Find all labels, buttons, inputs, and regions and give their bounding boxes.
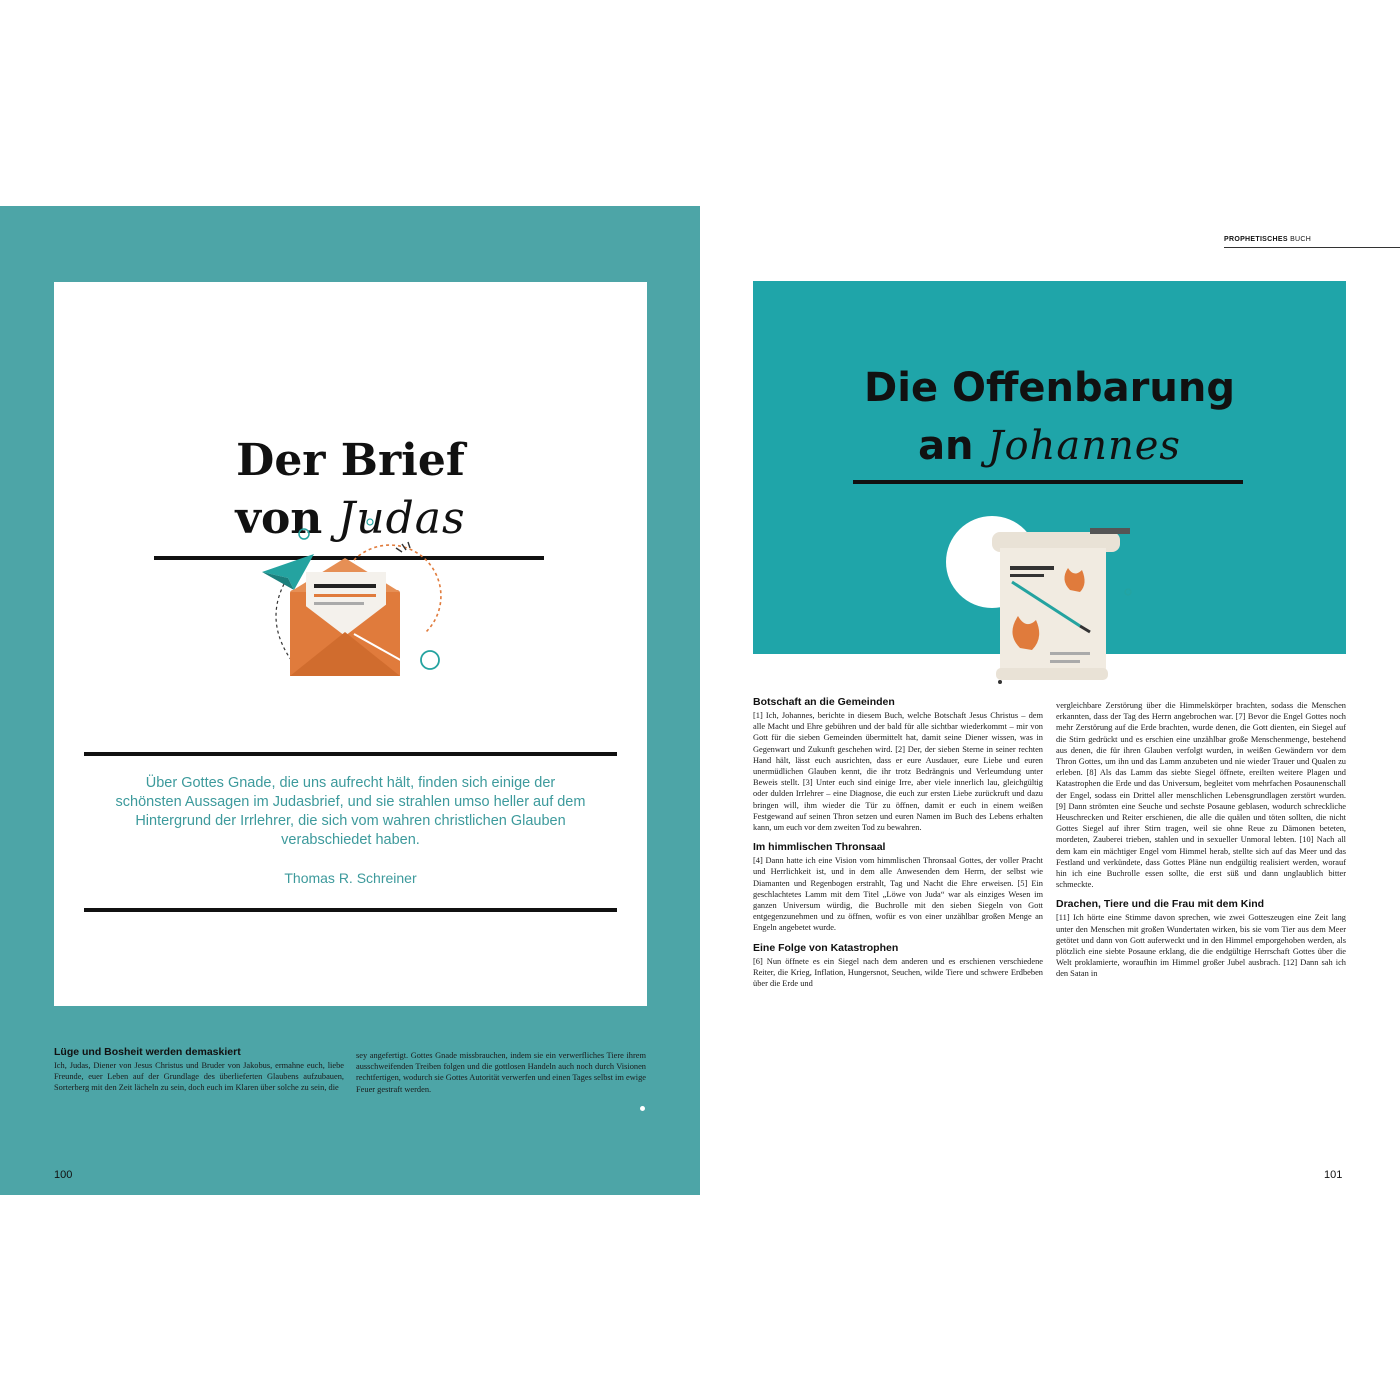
body-text: Ich, Judas, Diener von Jesus Christus und Bruder von Jakobus, ermahne euch, liebe Freunde, euer Leben auf der Grundlage des überlieferten Glaubens aufzubauen, Sorterberg mit den Zeit lächeln zu sein, doch euch im Klaren über solche zu sein, die [54,1061,344,1093]
right-column-2 [1056,700,1346,988]
title-card [54,282,647,1006]
section-heading: Botschaft an die Gemeinden [753,696,895,708]
quote-bottom-rule [84,908,617,912]
title-line2-script: Johannes [987,423,1181,469]
running-head-rule [1224,247,1400,248]
title-line1: Der Brief [236,435,465,486]
quote-text: Über Gottes Gnade, die uns aufrecht hält, finden sich einige der schönsten Aussagen im Judasbrief, und sie strahlen umso heller auf dem Hintergrund der Irrlehrer, die sich vom wahren christlichen Glauben verabschiedet haben. [115,775,586,848]
scroll-illustration-icon [940,502,1140,692]
body-text: sey angefertigt. Gottes Gnade missbrauchen, indem sie ein verwerfliches Tiere ihrem ausschweifenden Treiben folgen und die gottlosen Handeln auch noch durch Visionen rechtfertigen, wodurch sie Gottes Autorität verwerfen und einen Tages selbst im ewige Feuer gestraft werden. [356,1051,646,1094]
title-line2-plain: an [918,423,974,469]
section-text: [1] Ich, Johannes, berichte in diesem Buch, welche Botschaft Jesus Christus – dem alle Macht und Ehre gebühren und der bald für alle sichtbar wiederkommt – mir von Gott für die sieben Gemeinden übermittelt hat, damit seine Diener wissen, was in Gegenwart und Zukunft geschehen wird. [2] Der, der sieben Sterne in seiner rechten Hand hält, lässt euch ausrichten, dass er eure Ausdauer, eure Liebe und euren unermüdlichen Glauben kennt, die ihr trotz Bedrängnis und Verleumdung unter Beweis stellt. [3] Unter euch sind einige Irre, aber viele innerlich lau, gleichgültig oder dulden Irrlehrer – eine Diagnose, die euch zur ersten Liebe zurückruft und dazu bringen will, ihm wieder die Tür zu öffnen, damit er euch in einem weißen Festgewand auf seinen Thron setzen und euren Namen im Buch des Lebens erhalten kann, um euch vor dem zweiten Tod zu bewahren. [753,711,1043,833]
book-spread [0,206,1400,1195]
quote-author: Thomas R. Schreiner [284,870,417,886]
left-page [0,206,700,1195]
page-number-right: 101 [1324,1169,1343,1181]
running-head-regular: BUCH [1290,236,1312,243]
section-text: [11] Ich hörte eine Stimme davon sprechen, wie zwei Gotteszeugen eine Zeit lang unter den Menschen mit großen Wundertaten wirken, bis sie vom Tier aus dem Meer getötet und dann von Gott auferweckt und in den Himmel emporgehoben werden, als plötzlich eine siebte Posaune erklang, die die endgültige Herrschaft Gottes über die Welt proklamierte, woraufhin im Himmel großer Jubel ausbrach. [12] Dann sah ich den Satan in [1056,913,1346,979]
section-text: vergleichbare Zerstörung über die Himmelskörper brachten, sodass die Menschen erkannten, dass der Tag des Herrn angebrochen war. [7] Bevor die Engel Gottes noch mehr Zerstörung auf die Erde brachten, wurde denen, die Gott dienten, ein Siegel auf die Stirn gedrückt und es erschien eine unzählbar große Menschenmenge, bestehend aus denen, die für ihren Glauben verfolgt wurden, in weißen Gewändern vor dem Thron Gottes, um ihn und das Lamm anzubeten und nie wieder Trauer und Qualen zu erleben. [8] Als das Lamm das siebte Siegel öffnete, ereilten weitere Plagen und Katastrophen die Erde und das Universum, begleitet vom mehrfachen Posaunenschall der Engel, sodass ein Drittel aller menschlichen Lebensgrundlagen zerstört wurden. [9] Dann strömten eine Seuche und sechste Posaune geblasen, wodurch schreckliche Heuschrecken und Reiter erschienen, die alle die quälen und töten sollten, die nicht Gottes Siegel auf ihrer Stirn tragen, weil sie ohne Reue zu Dämonen beteten, mordeten, Zauberei trieben, stahlen und in sexueller Unmoral lebten. [10] Nach all dem kam ein mächtiger Engel vom Himmel herab, stellte sich auf das Meer und das Festland und verkündete, dass Gottes Pläne nun endgültig realisiert werden, worauf hin ich eine Buchrolle essen sollte, die erst süß und dann unglaublich bitter schmeckte. [1056,701,1346,890]
running-head-bold: PROPHETISCHES [1224,236,1288,243]
left-column-1 [54,1046,344,1094]
right-column-1 [753,696,1043,997]
running-head [1224,236,1311,243]
quote-top-rule [84,752,617,756]
section-text: [4] Dann hatte ich eine Vision vom himmlischen Thronsaal Gottes, der voller Pracht und Herrlichkeit ist, und in dem alle Anwesenden dem Herrn, der selbst wie Diamanten und Regenbogen erstrahlt, Tag und Nacht die Ehre erweisen. [5] Ein geschlachtetes Lamm mit dem Titel „Löwe von Juda“ war als einziges Wesen im ganzen Universum würdig, die Buchrolle mit den sieben Siegeln von Gott entgegenzunehmen und zu öffnen, wofür es von einer unzählbar großen Menge an Engeln angebetet wurde. [753,856,1043,933]
section-heading: Drachen, Tiere und die Frau mit dem Kind [1056,898,1265,911]
left-column-2 [356,1046,646,1095]
section-heading: Lüge und Bosheit werden demaskiert [54,1046,241,1058]
section-heading: Eine Folge von Katastrophen [753,941,899,954]
title-line2-script: Judas [337,493,466,544]
end-mark [640,1106,645,1111]
right-page [700,206,1400,1195]
section-heading: Im himmlischen Thronsaal [753,841,886,854]
page-number-left: 100 [54,1169,73,1181]
page-title-offenbarung [753,359,1346,475]
section-text: [6] Nun öffnete es ein Siegel nach dem anderen und es erschienen verschiedene Reiter, die Krieg, Inflation, Hungersnot, Seuchen, wilde Tiere und schwere Erdbeben über die Erde und [753,956,1043,989]
title-line2 [753,417,1346,475]
envelope-illustration-icon [254,514,454,694]
title-line1: Die Offenbarung [864,365,1235,411]
title-line2-plain: von [235,493,323,544]
title-underline [853,480,1243,484]
